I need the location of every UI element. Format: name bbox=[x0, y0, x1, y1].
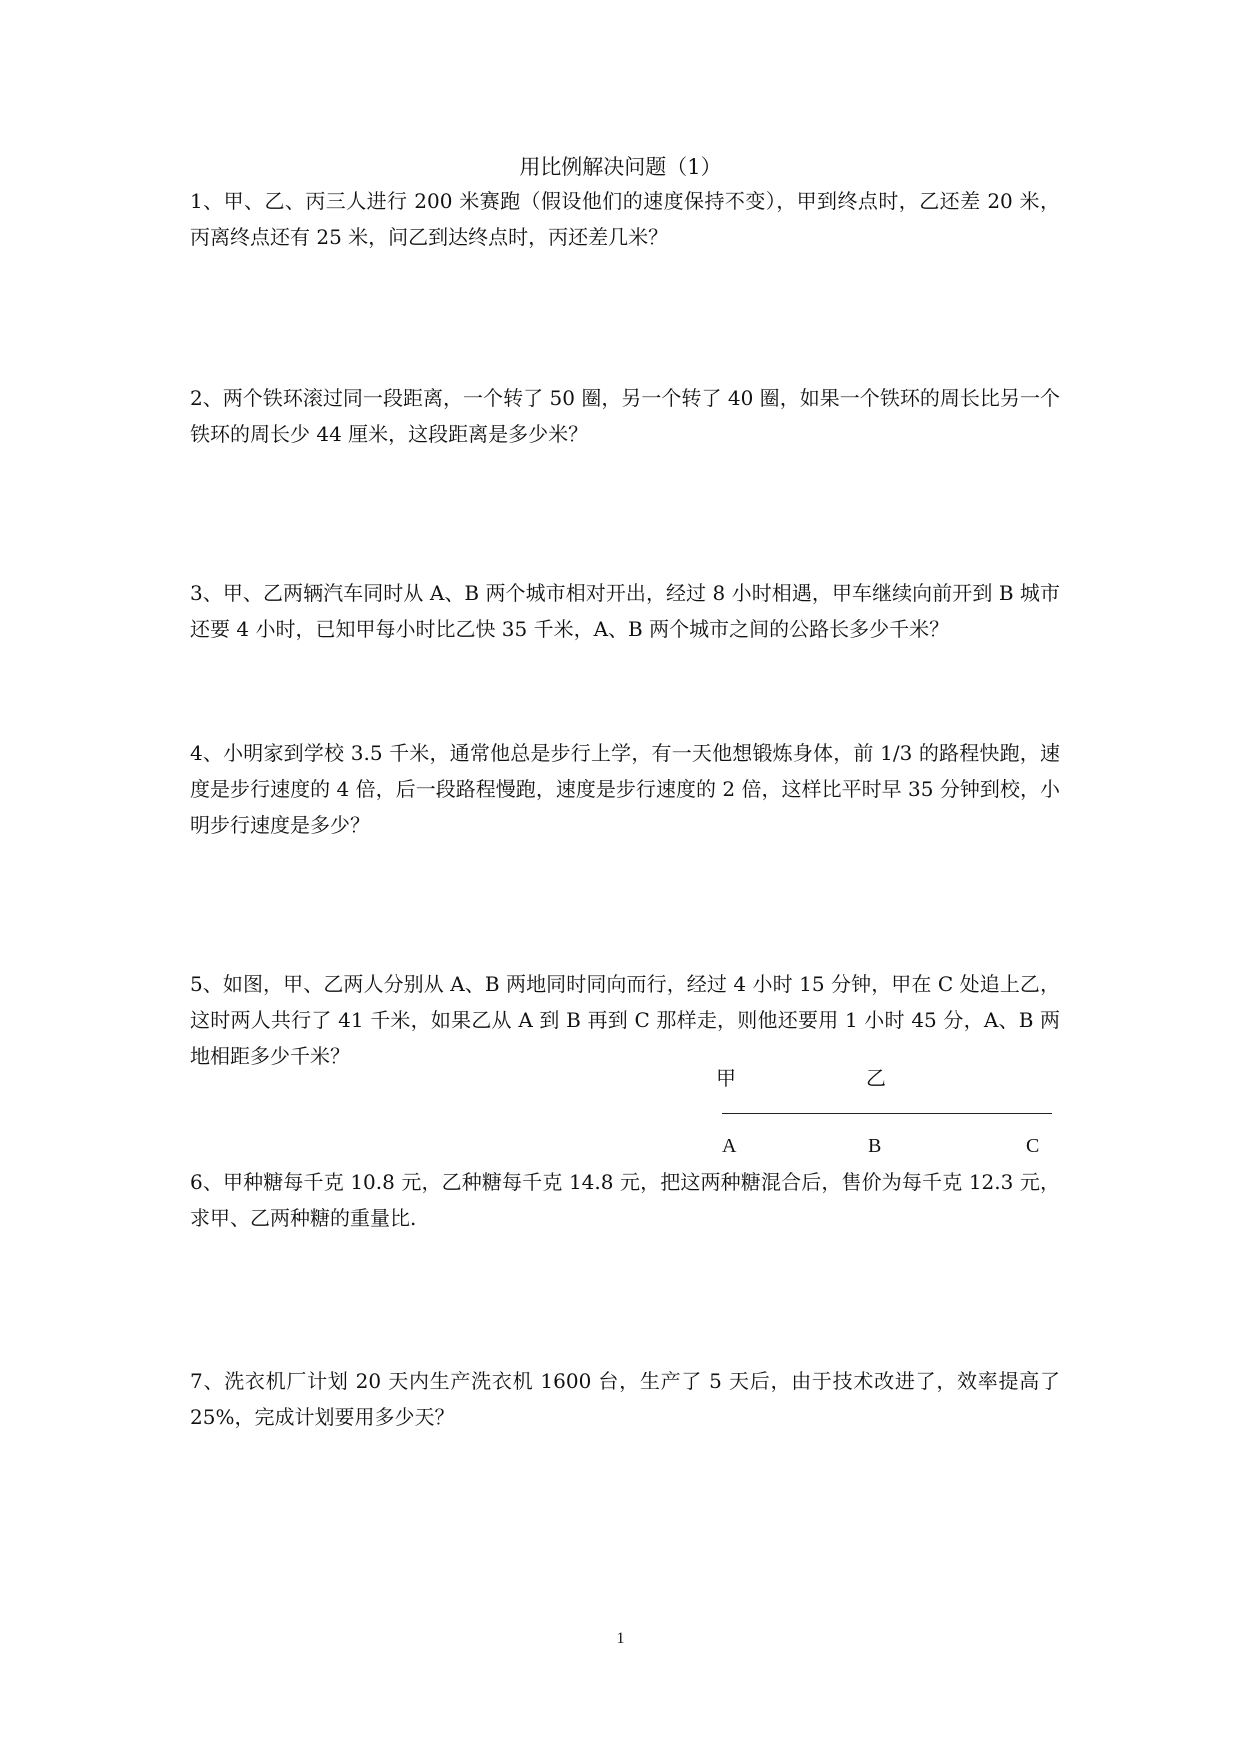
diagram-point-c: C bbox=[1026, 1135, 1040, 1157]
page-number: 1 bbox=[616, 1630, 625, 1647]
problem-5: 5、如图，甲、乙两人分别从 A、B 两地同时同向而行，经过 4 小时 15 分钟，甲在 C 处追上乙，这时两人共行了 41 千米，如果乙从 A 到 B 再到 C 那样走，则他还要用 1 小时 45 分，A、B 两地相距多少千米？ bbox=[190, 972, 1060, 1068]
page-title: 用比例解决问题（1） bbox=[519, 155, 722, 179]
problem-6: 6、甲种糖每千克 10.8 元，乙种糖每千克 14.8 元，把这两种糖混合后，售价为每千克 12.3 元，求甲、乙两种糖的重量比. bbox=[190, 1170, 1060, 1230]
problem-4: 4、小明家到学校 3.5 千米，通常他总是步行上学，有一天他想锻炼身体，前 1/3 的路程快跑，速度是步行速度的 4 倍，后一段路程慢跑，速度是步行速度的 2 倍，这样比平时早 35 分钟到校，小明步行速度是多少？ bbox=[190, 741, 1060, 837]
diagram-label-yi: 乙 bbox=[866, 1066, 886, 1090]
problem-7: 7、洗衣机厂计划 20 天内生产洗衣机 1600 台，生产了 5 天后，由于技术改进了，效率提高了 25%，完成计划要用多少天？ bbox=[190, 1369, 1060, 1429]
problem-2: 2、两个铁环滚过同一段距离，一个转了 50 圈，另一个转了 40 圈，如果一个铁环的周长比另一个铁环的周长少 44 厘米，这段距离是多少米？ bbox=[190, 386, 1060, 446]
diagram-label-jia: 甲 bbox=[716, 1066, 736, 1090]
route-diagram bbox=[700, 1060, 1080, 1170]
diagram-point-b: B bbox=[868, 1135, 882, 1157]
diagram-point-a: A bbox=[722, 1135, 737, 1157]
problem-1: 1、甲、乙、丙三人进行 200 米赛跑（假设他们的速度保持不变），甲到终点时，乙还差 20 米，丙离终点还有 25 米，问乙到达终点时，丙还差几米？ bbox=[190, 189, 1060, 249]
problem-3: 3、甲、乙两辆汽车同时从 A、B 两个城市相对开出，经过 8 小时相遇，甲车继续向前开到 B 城市还要 4 小时，已知甲每小时比乙快 35 千米，A、B 两个城市之间的公路长多少千米？ bbox=[190, 581, 1060, 641]
diagram-route-line bbox=[722, 1113, 1052, 1114]
